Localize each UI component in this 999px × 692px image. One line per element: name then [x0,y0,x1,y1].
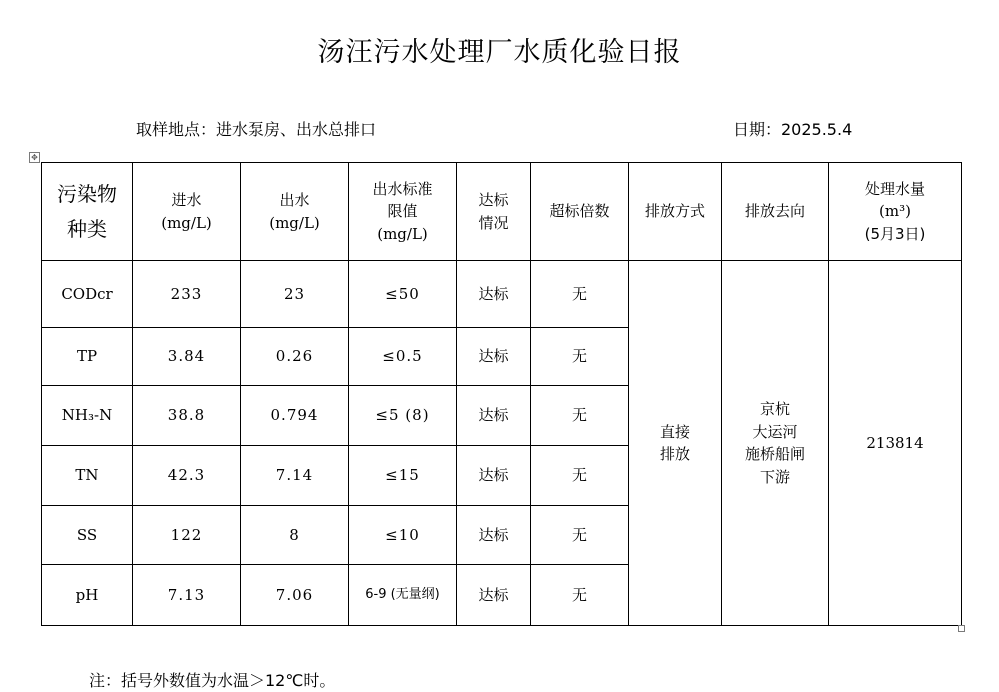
status-cell: 达标 [457,506,531,565]
water-quality-table [41,162,962,626]
limit-cell: ≤15 [349,446,457,506]
outflow-cell: 7.06 [241,565,349,626]
outflow-cell: 7.14 [241,446,349,506]
inflow-cell: 122 [133,506,241,565]
exceed-cell: 无 [531,446,629,506]
header-row [42,163,962,261]
header-inflow: 进水 (mg/L) [133,163,241,261]
pollutant-cell: pH [42,565,133,626]
exceed-cell: 无 [531,261,629,328]
status-cell: 达标 [457,261,531,328]
exceed-cell: 无 [531,506,629,565]
outflow-cell: 8 [241,506,349,565]
table-row [42,261,962,328]
limit-cell: 6-9 (无量纲) [349,565,457,626]
report-title: 汤汪污水处理厂水质化验日报 [317,37,682,68]
outflow-cell: 0.794 [241,386,349,446]
treatment-volume-value: 213814 [829,261,962,626]
pollutant-cell: SS [42,506,133,565]
header-outflow: 出水 (mg/L) [241,163,349,261]
limit-cell: ≤0.5 [349,328,457,386]
footnote: 注：括号外数值为水温＞12℃时。 [89,671,336,690]
status-cell: 达标 [457,565,531,626]
exceed-cell: 无 [531,386,629,446]
status-cell: 达标 [457,446,531,506]
exceed-cell: 无 [531,565,629,626]
pollutant-cell: CODcr [42,261,133,328]
outflow-cell: 0.26 [241,328,349,386]
header-exceed: 超标倍数 [531,163,629,261]
outflow-cell: 23 [241,261,349,328]
header-volume: 处理水量 (m³) (5月3日) [829,163,962,261]
sampling-location: 取样地点：进水泵房、出水总排口 [136,120,377,139]
inflow-cell: 7.13 [133,565,241,626]
header-discharge-method: 排放方式 [629,163,722,261]
inflow-cell: 38.8 [133,386,241,446]
limit-cell: ≤5 (8) [349,386,457,446]
header-discharge-dest: 排放去向 [722,163,829,261]
header-pollutant: 污染物 种类 [42,163,133,261]
table-move-handle-icon[interactable]: ✥ [29,152,40,163]
table-resize-handle[interactable] [958,625,965,632]
status-cell: 达标 [457,328,531,386]
header-limit: 出水标准 限值 (mg/L) [349,163,457,261]
discharge-method-cell: 直接 排放 [629,261,722,626]
limit-cell: ≤10 [349,506,457,565]
report-date: 日期：2025.5.4 [733,120,853,139]
pollutant-cell: NH₃-N [42,386,133,446]
discharge-destination-cell: 京杭 大运河 施桥船闸 下游 [722,261,829,626]
inflow-cell: 42.3 [133,446,241,506]
exceed-cell: 无 [531,328,629,386]
header-compliance: 达标 情况 [457,163,531,261]
inflow-cell: 233 [133,261,241,328]
inflow-cell: 3.84 [133,328,241,386]
status-cell: 达标 [457,386,531,446]
pollutant-cell: TN [42,446,133,506]
limit-cell: ≤50 [349,261,457,328]
pollutant-cell: TP [42,328,133,386]
